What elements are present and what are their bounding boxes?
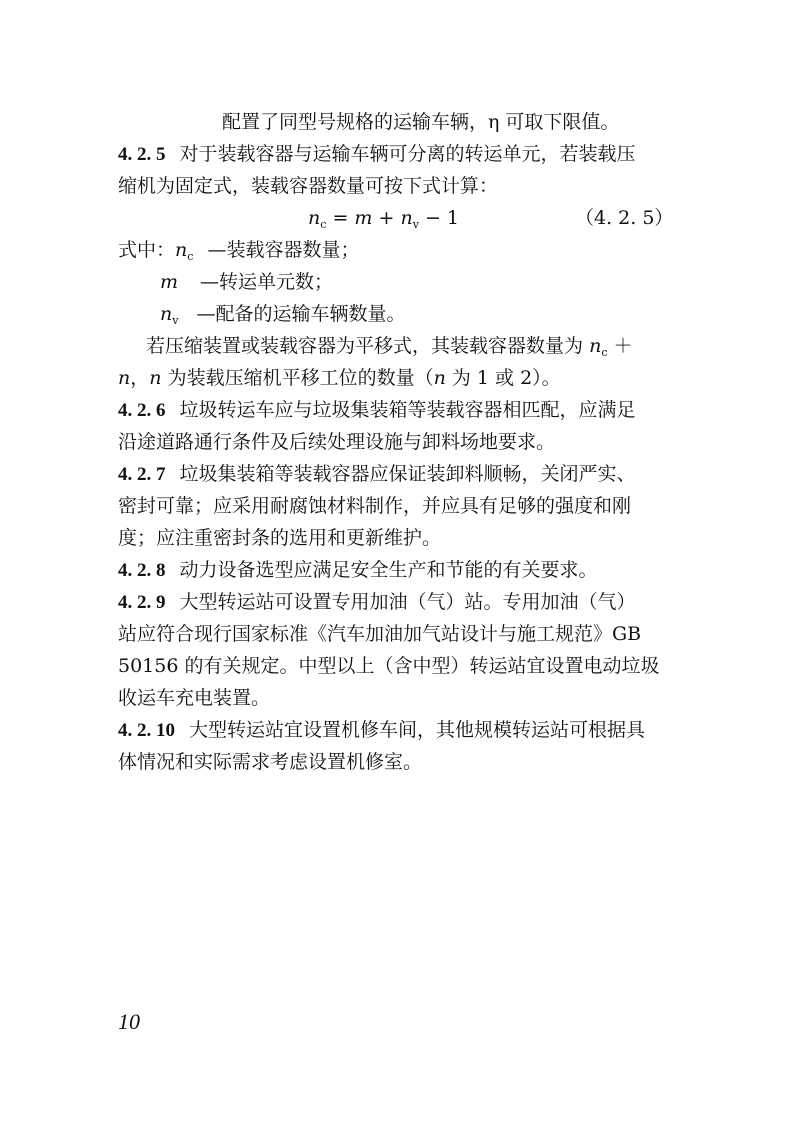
clause-text: 沿途道路通行条件及后续处理设施与卸料场地要求。 (118, 431, 556, 453)
line-text: 为装载压缩机平移工位的数量（ (167, 367, 434, 389)
symbol-desc: —装载容器数量； (207, 239, 360, 261)
text-line (118, 426, 555, 458)
clause-text: 50156 的有关规定。中型以上（含中型）转运站宜设置电动垃圾 (118, 655, 660, 677)
clause-number: 4. 2. 9 (118, 592, 166, 613)
clause-text: 大型转运站宜设置机修车间，其他规模转运站可根据具 (189, 719, 646, 741)
line-text: 配置了同型号规格的运输车辆，η 可取下限值。 (222, 111, 620, 133)
clause-number: 4. 2. 6 (118, 400, 166, 421)
text-line (118, 522, 441, 554)
formula-var: n (400, 207, 413, 229)
clause-text: 大型转运站可设置专用加油（气）站。专用加油（气） (179, 591, 636, 613)
text-line (118, 618, 641, 650)
symbol: n (433, 367, 446, 389)
clause-4-2-8 (118, 554, 598, 587)
formula-sub: v (412, 218, 419, 231)
line-text: 若压缩装置或装载容器为平移式，其装载容器数量为 (146, 335, 584, 357)
symbol-op: ＋ (613, 335, 633, 357)
text-line (118, 682, 270, 714)
clause-number: 4. 2. 8 (118, 560, 166, 581)
symbol-desc: —配备的运输车辆数量。 (196, 303, 406, 325)
symbol-sub: c (601, 346, 608, 359)
formula-sub: c (320, 218, 327, 231)
clause-4-2-7 (118, 458, 636, 491)
symbol: n (175, 239, 188, 261)
clause-text: 站应符合现行国家标准《汽车加油加气站设计与施工规范》GB (118, 623, 642, 645)
clause-text: 缩机为固定式，装载容器数量可按下式计算： (118, 175, 499, 197)
symbol-desc: —转运单元数； (200, 271, 334, 293)
text-line (118, 746, 422, 778)
symbol-sub: v (172, 314, 179, 327)
clause-number: 4. 2. 7 (118, 464, 166, 485)
formula-op: = (326, 207, 355, 229)
clause-text: 收运车充电装置。 (118, 687, 271, 709)
where-line (160, 266, 333, 298)
symbol-sub: c (187, 250, 194, 263)
text-line (118, 170, 498, 202)
equation-number: （4. 2. 5） (575, 207, 674, 229)
text-line (118, 362, 561, 394)
clause-text: 动力设备选型应满足安全生产和节能的有关要求。 (179, 559, 598, 581)
clause-4-2-9 (118, 586, 636, 619)
page-number: 10 (118, 1009, 140, 1034)
text-line (222, 106, 619, 138)
clause-text: 体情况和实际需求考虑设置机修室。 (118, 751, 423, 773)
text-line (118, 650, 659, 682)
line-text: 为 1 或 2）。 (451, 367, 561, 389)
clause-4-2-10 (118, 714, 645, 747)
punct: ， (130, 367, 150, 389)
clause-text: 垃圾转运车应与垃圾集装箱等装载容器相匹配，应满足 (179, 399, 636, 421)
where-lead: 式中： (118, 239, 176, 261)
clause-text: 度；应注重密封条的选用和更新维护。 (118, 527, 442, 549)
clause-4-2-5 (118, 138, 636, 171)
clause-text: 密封可靠；应采用耐腐蚀材料制作，并应具有足够的强度和刚 (118, 495, 632, 517)
formula-op: − 1 (418, 207, 460, 229)
formula-op: + (372, 207, 401, 229)
symbol: n (149, 367, 162, 389)
clause-number: 4. 2. 5 (118, 144, 166, 165)
formula-var: n (308, 207, 321, 229)
symbol: n (118, 367, 131, 389)
clause-4-2-6 (118, 394, 636, 427)
clause-text: 垃圾集装箱等装载容器应保证装卸料顺畅，关闭严实、 (179, 463, 636, 485)
text-line (118, 490, 631, 522)
formula-var: m (354, 207, 373, 229)
symbol: n (160, 303, 173, 325)
symbol: m (160, 271, 179, 293)
symbol: n (589, 335, 602, 357)
clause-text: 对于装载容器与运输车辆可分离的转运单元，若装载压 (179, 143, 636, 165)
clause-number: 4. 2. 10 (118, 720, 175, 741)
